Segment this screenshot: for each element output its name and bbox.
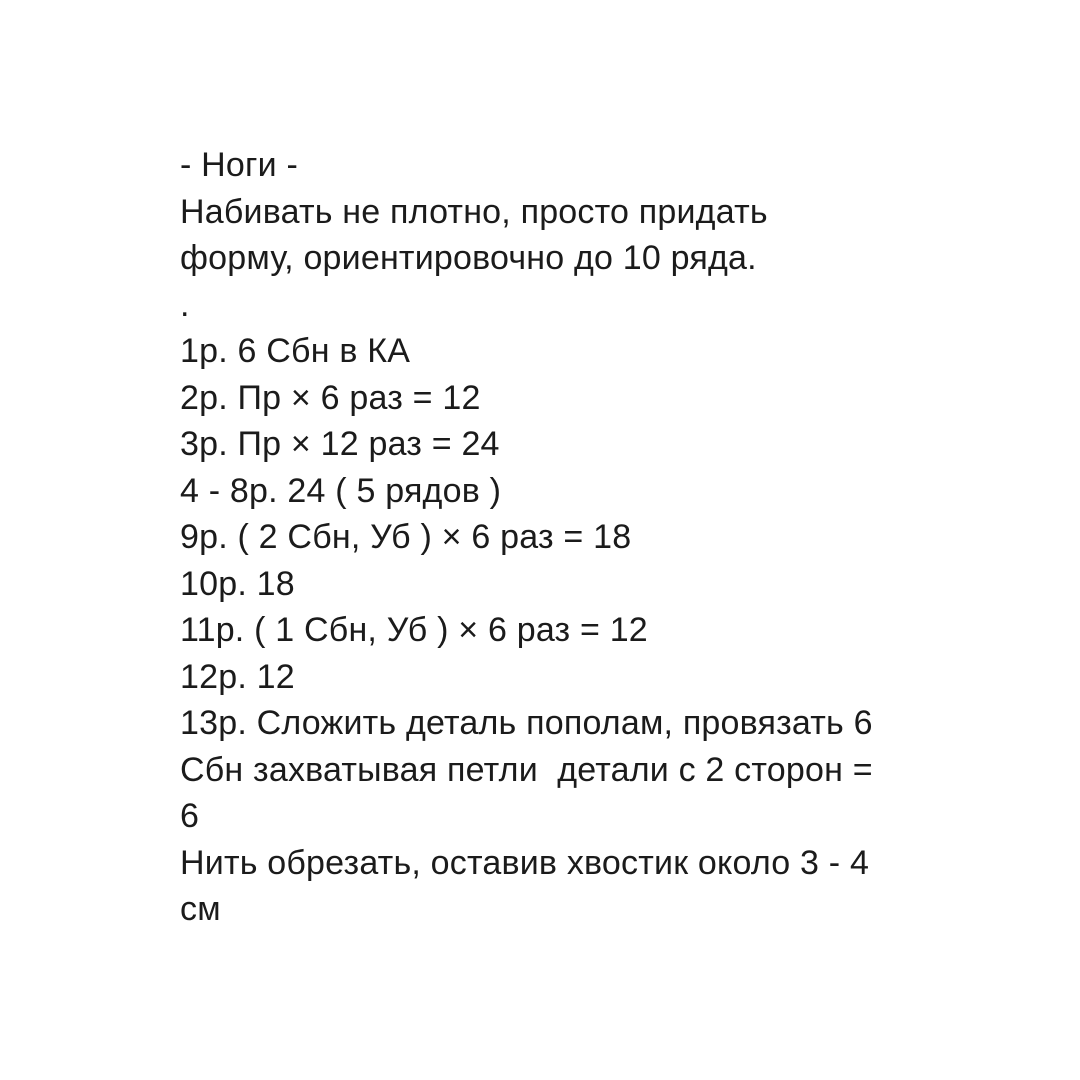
separator-dot: . xyxy=(180,285,190,324)
row-instruction-continued: 6 xyxy=(180,797,200,835)
row-instruction: 11р. ( 1 Сбн, Уб ) × 6 раз = 12 xyxy=(180,611,648,649)
row-instruction: 4 - 8р. 24 ( 5 рядов ) xyxy=(180,471,502,510)
row-instruction: 13р. Сложить деталь пополам, провязать 6 xyxy=(180,704,873,742)
intro-line-1: Набивать не плотно, просто придать xyxy=(180,192,768,231)
finishing-note-continued: см xyxy=(180,890,221,928)
row-instruction: 9р. ( 2 Сбн, Уб ) × 6 раз = 18 xyxy=(180,518,632,556)
intro-line-2: форму, ориентировочно до 10 ряда. xyxy=(180,239,757,277)
section-title: - Ноги - xyxy=(180,146,298,184)
row-instruction: 3р. Пр × 12 раз = 24 xyxy=(180,425,500,463)
row-instruction: 12р. 12 xyxy=(180,657,295,696)
pattern-note xyxy=(180,142,1040,933)
row-instruction: 2р. Пр × 6 раз = 12 xyxy=(180,378,481,417)
row-instruction: 1р. 6 Сбн в КА xyxy=(180,332,411,370)
finishing-note: Нить обрезать, оставив хвостик около 3 - 4 xyxy=(180,843,870,882)
row-instruction-continued: Сбн захватывая петли детали с 2 сторон = xyxy=(180,750,873,789)
row-instruction: 10р. 18 xyxy=(180,564,295,603)
